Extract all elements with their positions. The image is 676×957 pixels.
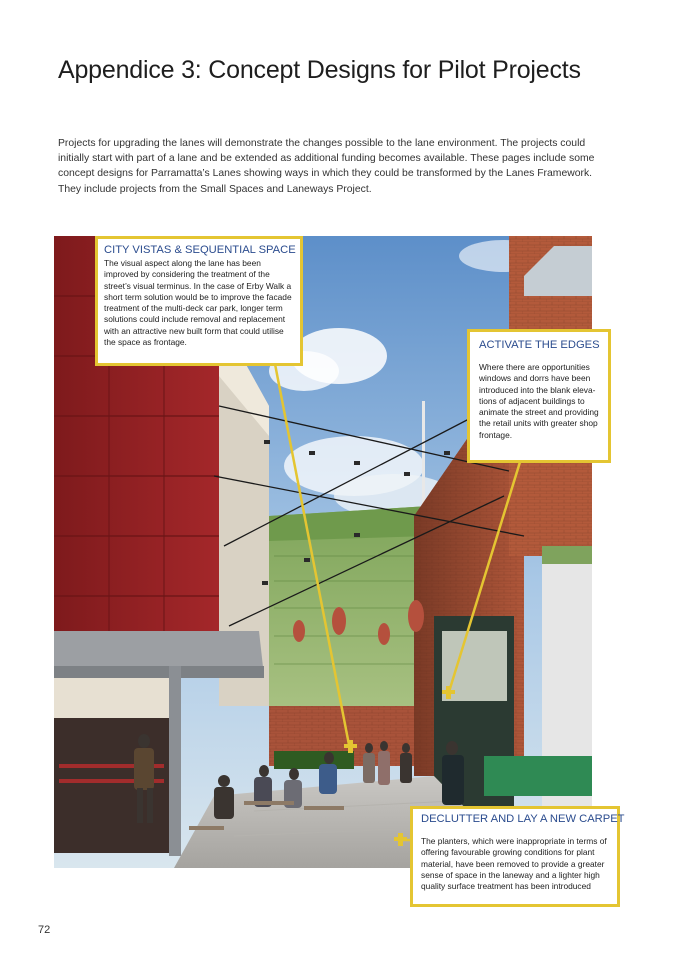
intro-paragraph: Projects for upgrading the lanes will demonstrate the changes possible to the lane environment. The projects could initially start with part of a lane and be extended as additional funding becomes available. These pages include some concept designs for Parramatta’s Lanes showing ways in which they could be transformed by the Lanes Framework. They include projects from the Small Spaces and Laneways Project.: [58, 138, 595, 195]
callout-title: ACTIVATE THE EDGES: [479, 339, 600, 351]
callout-title: DECLUTTER AND LAY A NEW CARPET: [421, 813, 625, 825]
callout-body: The visual aspect along the lane has been improved by considering the treatment of the street’s visual terminus. In the case of Erby Walk a short term solution would be to improve the facade treatment of the multi-deck car park, longer term solutions could include removal and replacement with an attractive new built form that could utilise the space as frontage.: [104, 258, 292, 348]
page-title: Appendice 3: Concept Designs for Pilot Projects: [58, 56, 581, 84]
callout-title: CITY VISTAS & SEQUENTIAL SPACE: [104, 244, 296, 256]
callout-declutter: [410, 806, 625, 907]
callout-body: The planters, which were inappropriate in terms of offering favourable growing conditions for plant material, have been removed to provide a greater sense of space in the laneway and a lighter high quality surface treatment has been introduced: [421, 836, 607, 892]
callout-city-vistas: [95, 236, 303, 366]
callout-activate-edges: [467, 329, 611, 463]
page-number: 72: [38, 924, 51, 936]
callout-body: Where there are opportunities windows and dorrs have been introduced into the blank eleva-tions of adjacent buildings to animate the street and providing the retail units with greater shop frontage.: [479, 362, 599, 440]
